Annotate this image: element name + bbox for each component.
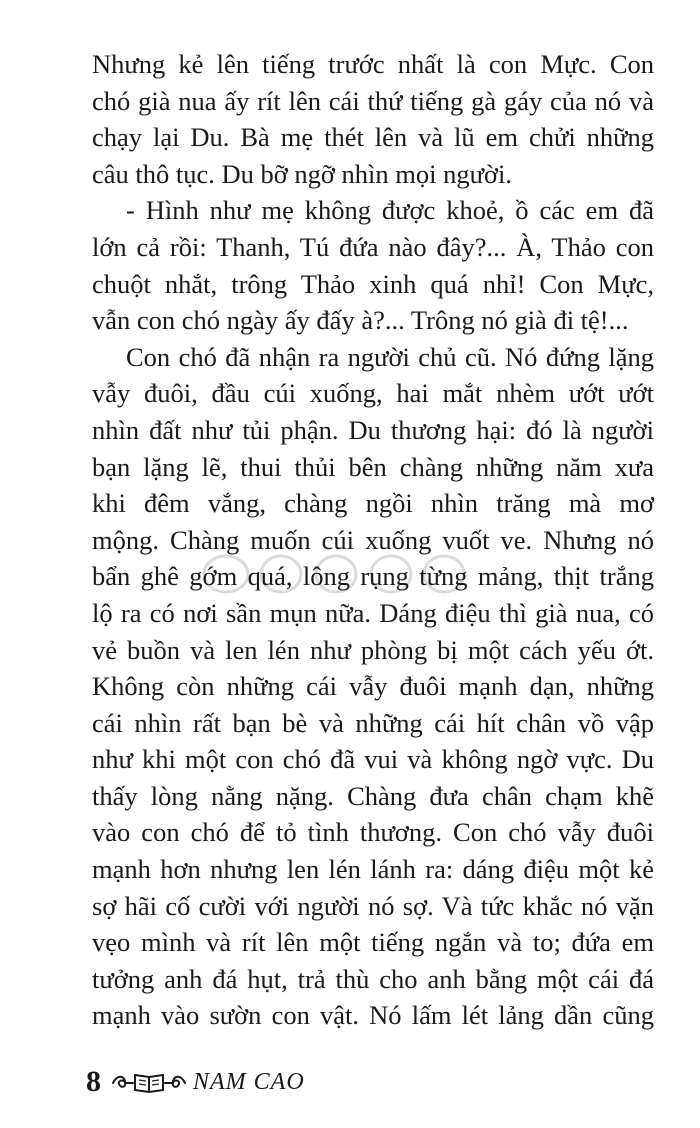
text-line: chuột nhắt, trông Thảo xinh quá nhỉ! Con Mực,: [92, 268, 654, 299]
text-line: chó già nua ấy rít lên cái thứ tiếng gà gáy của nó và: [92, 85, 654, 116]
body-text: [92, 46, 654, 1034]
book-flourish-icon: [109, 1069, 189, 1095]
text-line: vào con chó để tỏ tình thương. Con chó vẫy đuôi: [92, 817, 654, 848]
text-line: bẩn ghê gớm quá, lông rụng từng mảng, thịt trắng: [92, 561, 654, 592]
text-line: khi đêm vắng, chàng ngồi nhìn trăng mà mơ: [92, 488, 654, 519]
text-line: vẻ buồn và len lén như phòng bị một cách yếu ớt.: [92, 634, 654, 665]
text-line: lớn cả rồi: Thanh, Tú đứa nào đây?... À, Thảo con: [92, 231, 654, 262]
text-line: thấy lòng nằng nặng. Chàng đưa chân chạm khẽ: [92, 780, 654, 811]
text-line: mạnh vào sườn con vật. Nó lấm lét lảng dần cũng: [92, 1000, 654, 1031]
page-number: 8: [86, 1065, 101, 1098]
text-line: vẹo mình và rít lên một tiếng ngắn và to; đứa em: [92, 927, 654, 958]
text-line: Con chó đã nhận ra người chủ cũ. Nó đứng lặng: [126, 341, 654, 372]
text-line: nhìn đất như tủi phận. Du thương hại: đó là người: [92, 414, 654, 445]
text-line: sợ hãi cố cười với người nó sợ. Và tức khắc nó vặn: [92, 890, 654, 921]
text-line: tưởng anh đá hụt, trả thù cho anh bằng một cái đá: [92, 963, 654, 994]
text-line: Không còn những cái vẫy đuôi mạnh dạn, những: [92, 671, 654, 702]
text-line: mạnh hơn nhưng len lén lánh ra: dáng điệu một kẻ: [92, 854, 654, 885]
text-line: cái nhìn rất bạn bè và những cái hít chân vồ vập: [92, 707, 654, 738]
text-line: chạy lại Du. Bà mẹ thét lên và lũ em chửi những: [92, 122, 654, 153]
text-line: lộ ra có nơi sần mụn nữa. Dáng điệu thì già nua, có: [92, 597, 654, 628]
text-line: như khi một con chó đã vui và không ngờ vực. Du: [92, 744, 654, 775]
text-line: - Hình như mẹ không được khoẻ, ồ các em đã: [126, 195, 654, 226]
page-footer: [86, 1062, 305, 1102]
author-name: NAM CAO: [193, 1068, 305, 1095]
text-line: bạn lặng lẽ, thui thủi bên chàng những năm xưa: [92, 451, 654, 482]
text-line: vẫy đuôi, đầu cúi xuống, hai mắt nhèm ướt ướt: [92, 378, 654, 409]
text-line: câu thô tục. Du bỡ ngỡ nhìn mọi người.: [92, 158, 513, 189]
text-line: vẫn con chó ngày ấy đấy à?... Trông nó già đi tệ!...: [92, 305, 629, 336]
text-line: Nhưng kẻ lên tiếng trước nhất là con Mực. Con: [92, 49, 654, 79]
text-line: mộng. Chàng muốn cúi xuống vuốt ve. Nhưng nó: [92, 524, 654, 555]
